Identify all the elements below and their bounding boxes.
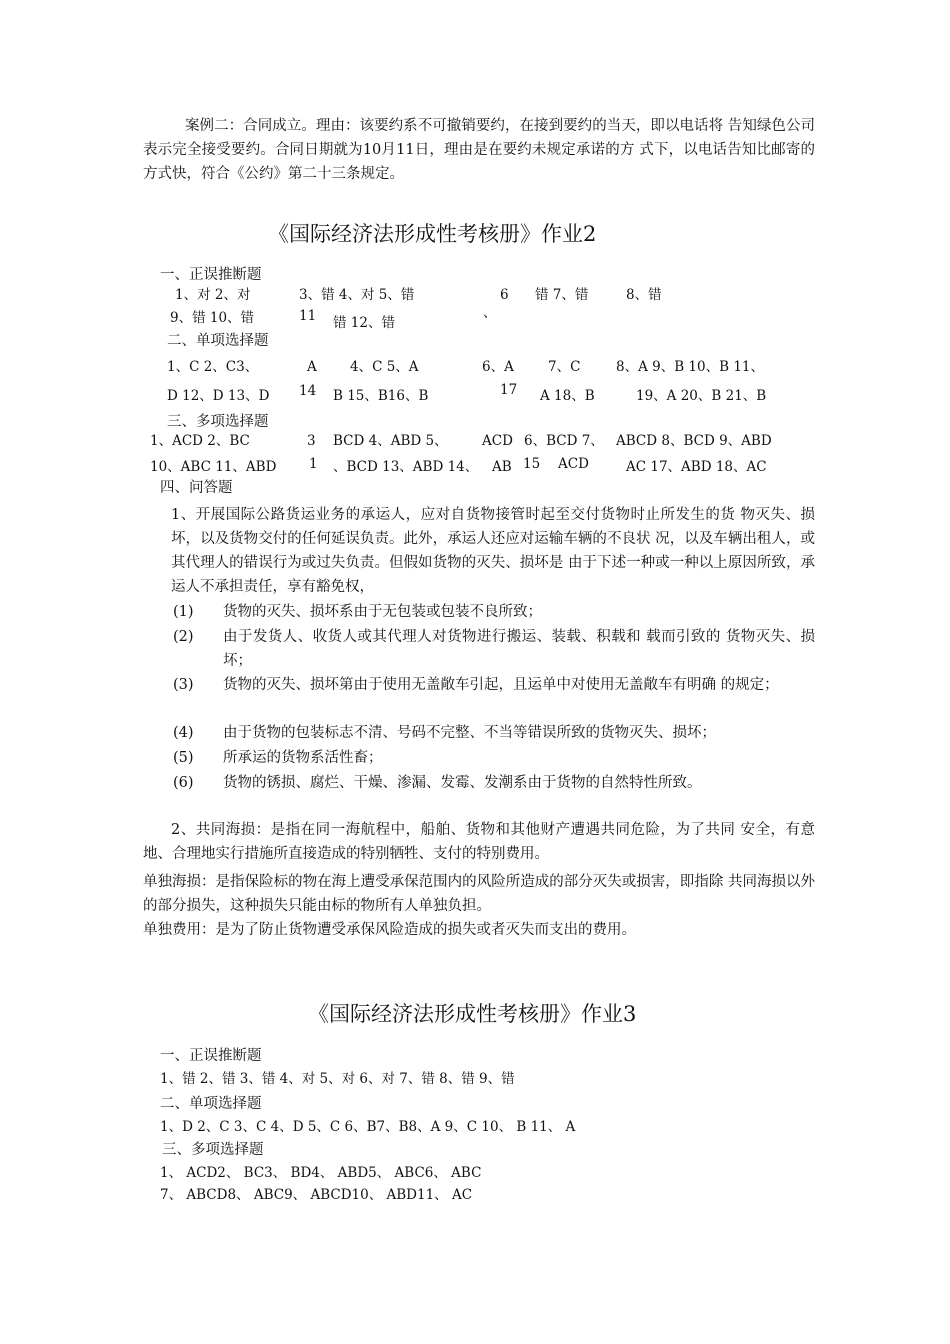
hw2-section4-heading: 四、问答题 [160, 480, 233, 496]
q1-item-text: 货物的灭失、损坏系由于无包装或包装不良所致； [223, 604, 542, 620]
hw2-s1-cell: 9、错 10、错 [170, 310, 255, 326]
hw3-s1-answers: 1、错 2、错 3、错 4、对 5、对 6、对 7、错 8、错 9、错 [160, 1071, 515, 1087]
hw2-s2-cell: 6、A [482, 359, 514, 375]
hw3-section3-heading: 三、多项选择题 [162, 1142, 264, 1158]
case2-paragraph: 案例二：合同成立。理由：该要约系不可撤销要约，在接到要约的当天，即以电话将 告知绿色公司表示完全接受要约。合同日期就为10月11日，理由是在要约未规定承诺的方 式下，以电话告知比邮寄的方式快，符合《公约》第二十三条规定。 [143, 118, 815, 182]
hw2-s2-cell: A [307, 359, 317, 375]
hw2-s2-cell: D 12、D 13、D [167, 388, 270, 404]
hw2-s2-cell: A 18、B [540, 388, 595, 404]
hw2-q2c-paragraph: 单独费用：是为了防止货物遭受承保风险造成的损失或者灭失而支出的费用。 [143, 922, 636, 938]
hw2-s2-cell: B 15、B16、B [333, 388, 429, 404]
q1-item-num: (5) [173, 750, 194, 766]
hw2-s3-cell: 、BCD 13、ABD 14、 [333, 459, 479, 475]
hw2-s1-cell: 、 [483, 305, 497, 321]
hw2-s3-cell: BCD 4、ABD 5、 [333, 433, 448, 449]
hw2-s1-cell: 错 12、错 [333, 315, 395, 331]
hw2-q1-intro: 1、开展国际公路货运业务的承运人，应对自货物接管时起至交付货物时止所发生的货 物灭失、损坏，以及货物交付的任何延误负责。此外，承运人还应对运输车辆的不良状 况，以及车辆出租人，或其代理人的错误行为或过失负责。但假如货物的灭失、损坏是 由于下述一种或一种以上原因所致，承运人不承担责任，享有豁免权， [171, 507, 815, 595]
hw3-title: 《国际经济法形成性考核册》作业3 [308, 1002, 637, 1026]
hw2-section3-heading: 三、多项选择题 [167, 414, 269, 430]
hw2-s2-cell: 14 [299, 383, 317, 399]
hw2-q2-paragraph: 2、共同海损：是指在同一海航程中，船舶、货物和其他财产遭遇共同危险，为了共同 安全，有意地、合理地实行措施所直接造成的特别牺牲、支付的特别费用。 [143, 822, 815, 862]
hw2-s3-cell: AB [492, 459, 512, 475]
hw2-s2-cell: 7、C [548, 359, 581, 375]
hw2-s3-cell: AC 17、ABD 18、AC [626, 459, 767, 475]
hw2-s2-cell: 8、A 9、B 10、B 11、 [616, 359, 764, 375]
q1-item-num: (1) [173, 604, 194, 620]
q1-item-text: 货物的锈损、腐烂、干燥、渗漏、发霉、发潮系由于货物的自然特性所致。 [223, 775, 702, 791]
hw2-s1-cell: 错 7、错 [535, 287, 589, 303]
q1-item-text: 由于货物的包装标志不清、号码不完整、不当等错误所致的货物灭失、损坏； [223, 725, 716, 741]
hw2-s3-cell: 1 [309, 456, 318, 472]
q1-item-text: 由于发货人、收货人或其代理人对货物进行搬运、装载、积载和 载而引致的 货物灭失、损坏； [223, 629, 815, 669]
hw3-section1-heading: 一、正误推断题 [160, 1048, 262, 1064]
hw2-title: 《国际经济法形成性考核册》作业2 [268, 222, 597, 246]
hw3-section2-heading: 二、单项选择题 [160, 1096, 262, 1112]
q1-item-text: 所承运的货物系活性畜； [223, 750, 383, 766]
hw2-s2-cell: 4、C 5、A [350, 359, 419, 375]
hw2-s3-cell: ACD [482, 433, 513, 449]
hw2-section1-heading: 一、正误推断题 [160, 267, 262, 283]
q1-item-text: 货物的灭失、损坏第由于使用无盖敞车引起，且运单中对使用无盖敞车有明确 的规定； [223, 677, 779, 693]
hw2-section2-heading: 二、单项选择题 [167, 333, 269, 349]
hw3-s3-row2: 7、 ABCD8、 ABC9、 ABCD10、 ABD11、 AC [160, 1187, 473, 1203]
q1-item-num: (4) [173, 725, 194, 741]
hw2-s3-cell: ABCD 8、BCD 9、ABD [616, 433, 772, 449]
hw2-s2-cell: 17 [500, 382, 518, 398]
hw2-s3-cell: 6、BCD 7、 [524, 433, 604, 449]
hw2-q2b-paragraph: 单独海损：是指保险标的物在海上遭受承保范围内的风险所造成的部分灭失或损害，即指除 共同海损以外的部分损失，这种损失只能由标的物所有人单独负担。 [143, 874, 815, 914]
q1-item-num: (3) [173, 677, 194, 693]
hw3-s2-answers: 1、D 2、C 3、C 4、D 5、C 6、B7、B8、A 9、C 10、 B 11、 A [160, 1119, 576, 1135]
hw2-s2-cell: 19、A 20、B 21、B [636, 388, 767, 404]
q1-item-num: (2) [173, 629, 194, 645]
hw2-s3-cell: ACD [558, 456, 589, 472]
hw2-s1-cell: 1、对 2、对 [175, 287, 251, 303]
hw2-s2-cell: 1、C 2、C3、 [167, 359, 259, 375]
hw2-s1-cell: 11 [299, 308, 317, 324]
hw2-s1-cell: 3、错 4、对 5、错 [299, 287, 415, 303]
hw2-s3-cell: 1、ACD 2、BC [150, 433, 250, 449]
q1-item-num: (6) [173, 775, 194, 791]
hw2-s3-cell: 15 [523, 456, 541, 472]
hw2-s1-cell: 6 [500, 287, 509, 303]
hw3-s3-row1: 1、 ACD2、 BC3、 BD4、 ABD5、 ABC6、 ABC [160, 1165, 482, 1181]
hw2-s3-cell: 3 [307, 433, 316, 449]
hw2-s1-cell: 8、错 [626, 287, 662, 303]
hw2-s3-cell: 10、ABC 11、ABD [150, 459, 277, 475]
